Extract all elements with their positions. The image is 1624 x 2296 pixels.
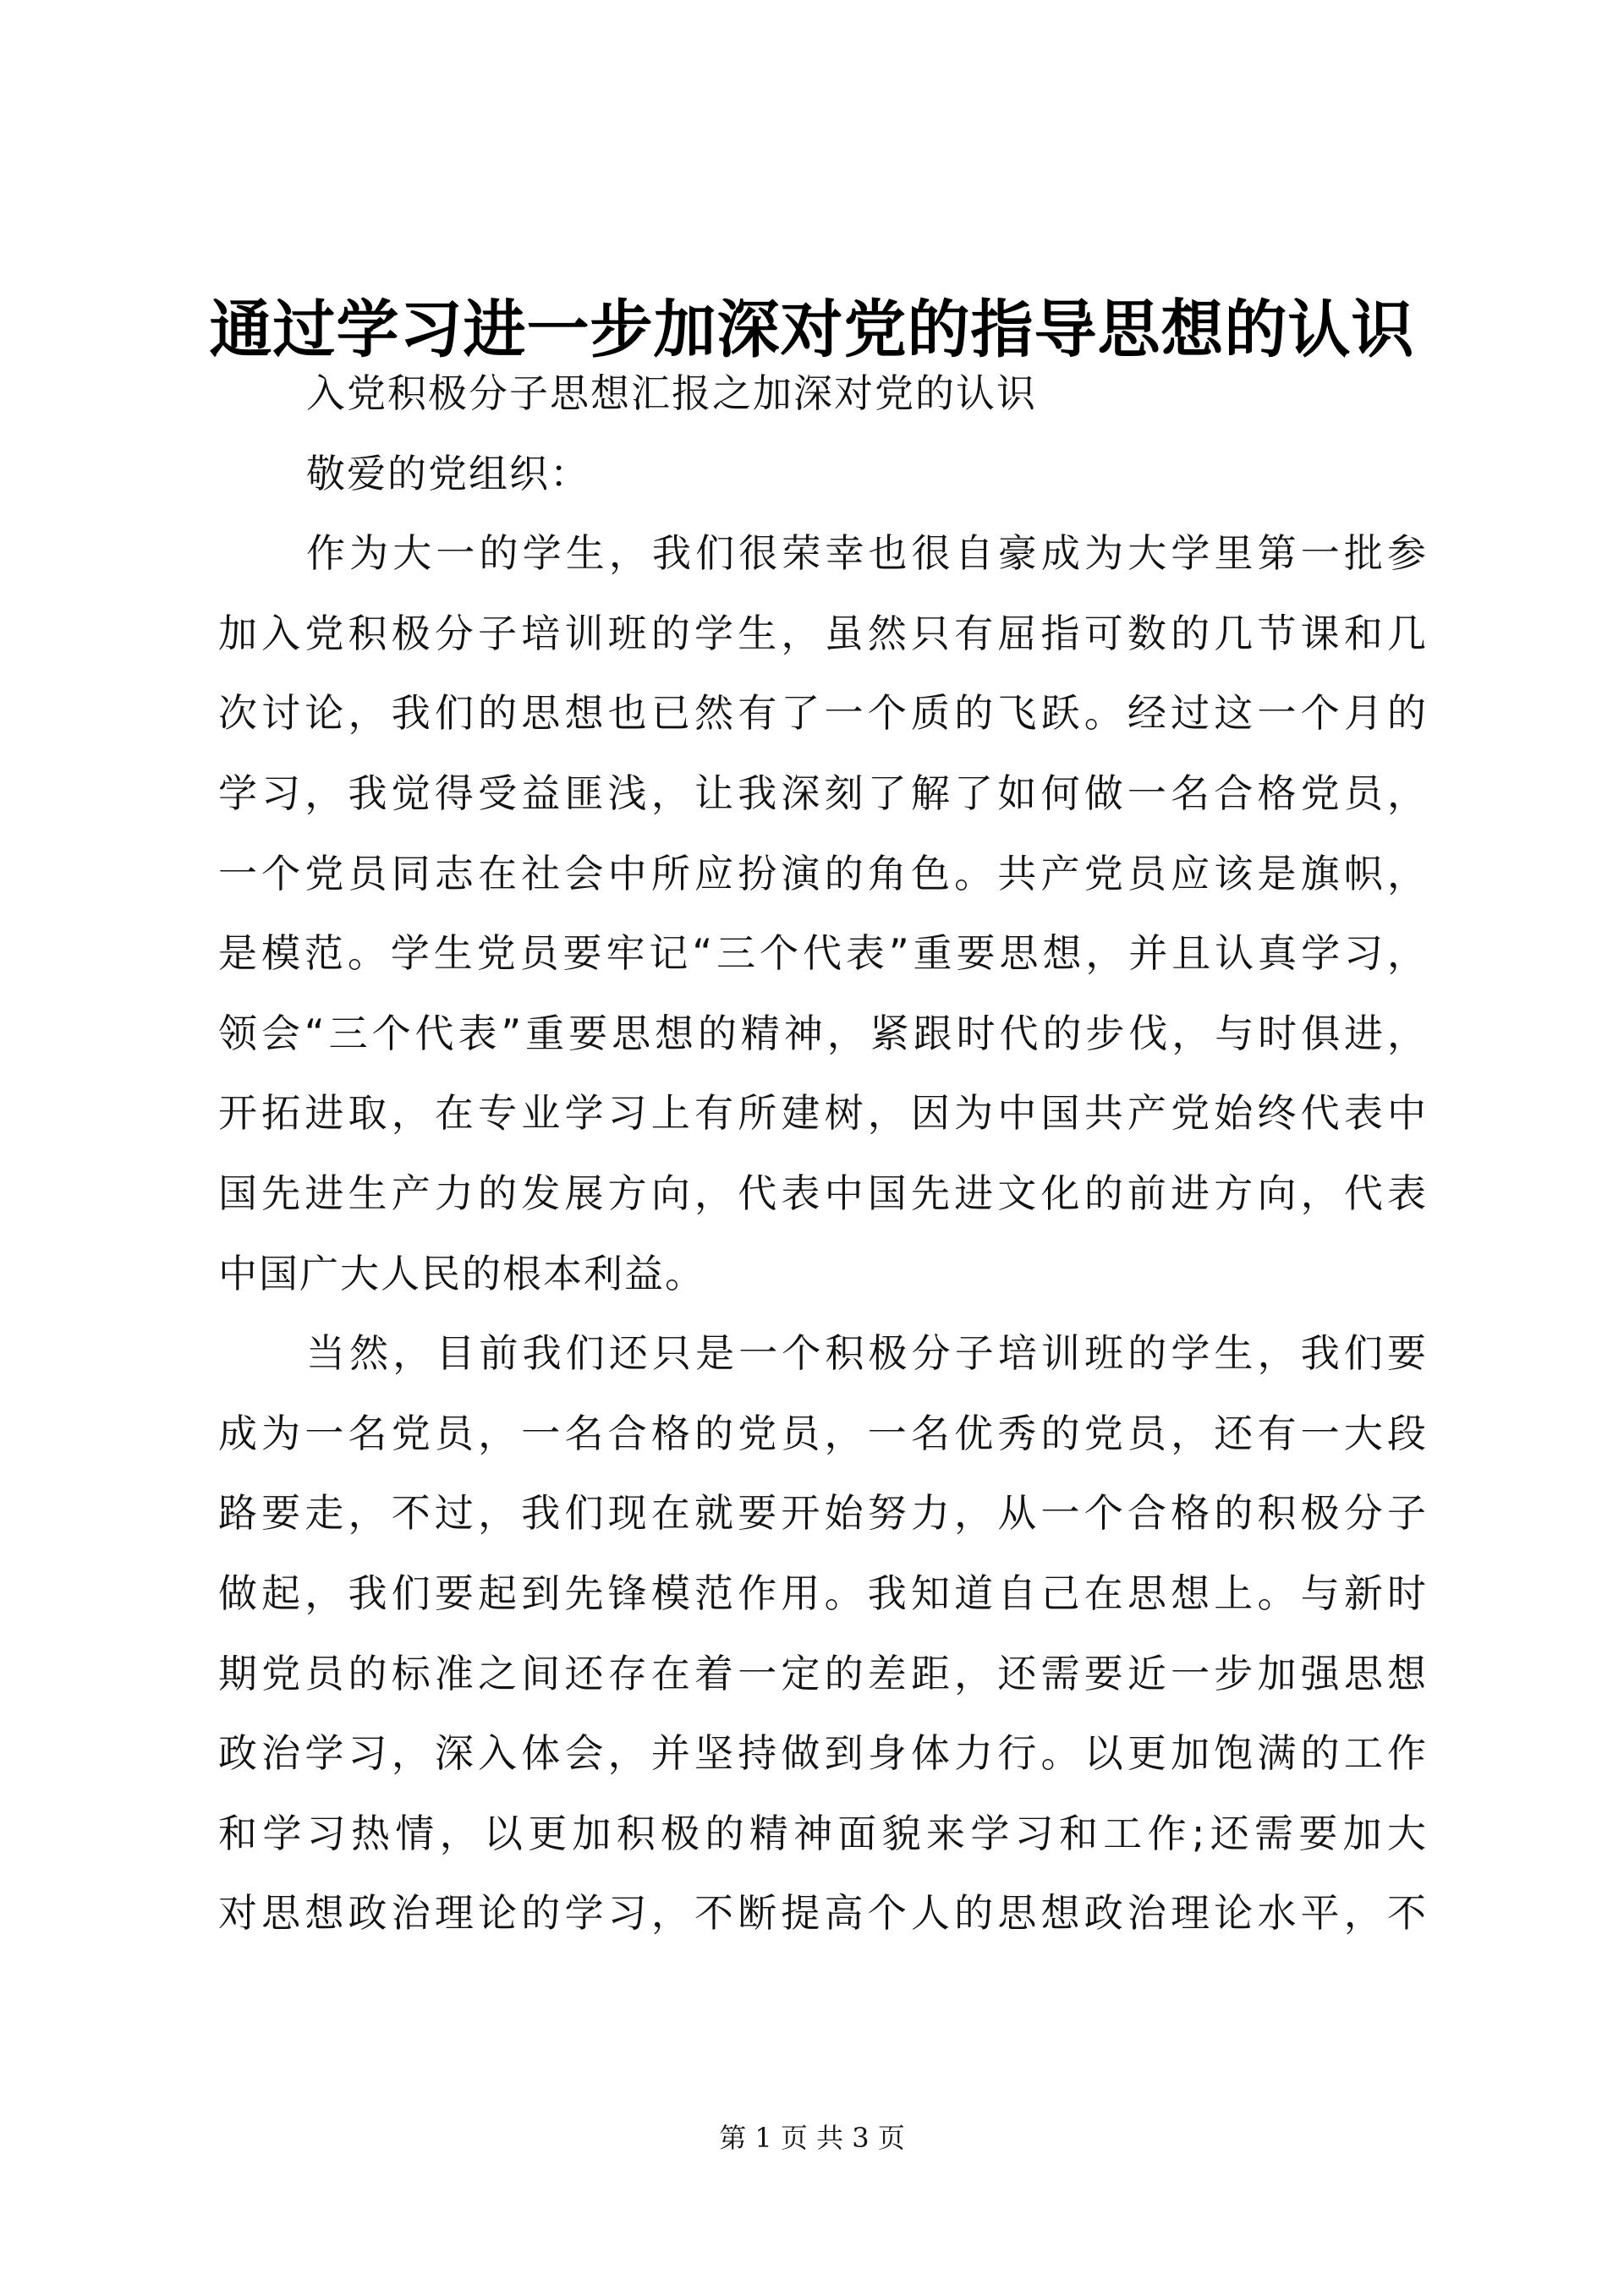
paragraph-line: 做起，我们要起到先锋模范作用。我知道自己在思想上。与新时 bbox=[218, 1570, 1428, 1616]
paragraph-line: 开拓进取，在专业学习上有所建树，因为中国共产党始终代表中 bbox=[218, 1090, 1428, 1137]
document-body bbox=[218, 353, 1428, 1954]
paragraph-line: 路要走，不过，我们现在就要开始努力，从一个合格的积极分子 bbox=[218, 1490, 1428, 1537]
paragraph-line: 成为一名党员，一名合格的党员，一名优秀的党员，还有一大段 bbox=[218, 1410, 1428, 1456]
paragraph-line: 学习，我觉得受益匪浅，让我深刻了解了如何做一名合格党员， bbox=[218, 770, 1428, 816]
paragraph-line: 当然，目前我们还只是一个积极分子培训班的学生，我们要 bbox=[306, 1330, 1428, 1377]
paragraph-2 bbox=[218, 1313, 1428, 1954]
paragraph-line: 对思想政治理论的学习，不断提高个人的思想政治理论水平，不 bbox=[218, 1890, 1428, 1937]
paragraph-line: 政治学习，深入体会，并坚持做到身体力行。以更加饱满的工作 bbox=[218, 1730, 1428, 1777]
paragraph-line: 是模范。学生党员要牢记“三个代表”重要思想，并且认真学习， bbox=[218, 930, 1428, 977]
subtitle-line: 入党积极分子思想汇报之加深对党的认识 bbox=[306, 370, 1037, 416]
paragraph-line: 国先进生产力的发展方向，代表中国先进文化的前进方向，代表 bbox=[218, 1170, 1428, 1216]
document-title: 通过学习进一步加深对党的指导思想的认识 bbox=[209, 293, 1415, 366]
salutation-line: 敬爱的党组织： bbox=[306, 450, 590, 496]
page-number-footer: 第 1 页 共 3 页 bbox=[719, 2122, 905, 2154]
paragraph-1 bbox=[218, 513, 1428, 1313]
paragraph-line: 领会“三个代表”重要思想的精神，紧跟时代的步伐，与时俱进， bbox=[218, 1010, 1428, 1056]
paragraph-line: 一个党员同志在社会中所应扮演的角色。共产党员应该是旗帜， bbox=[218, 850, 1428, 896]
paragraph-line: 次讨论，我们的思想也已然有了一个质的飞跃。经过这一个月的 bbox=[218, 690, 1428, 737]
paragraph-line: 作为大一的学生，我们很荣幸也很自豪成为大学里第一批参 bbox=[306, 530, 1428, 577]
paragraph-line: 加入党积极分子培训班的学生，虽然只有屈指可数的几节课和几 bbox=[218, 610, 1428, 656]
paragraph-line: 中国广大人民的根本利益。 bbox=[218, 1250, 705, 1296]
paragraph-line: 期党员的标准之间还存在着一定的差距，还需要近一步加强思想 bbox=[218, 1650, 1428, 1696]
paragraph-line: 和学习热情，以更加积极的精神面貌来学习和工作;还需要加大 bbox=[218, 1810, 1428, 1856]
